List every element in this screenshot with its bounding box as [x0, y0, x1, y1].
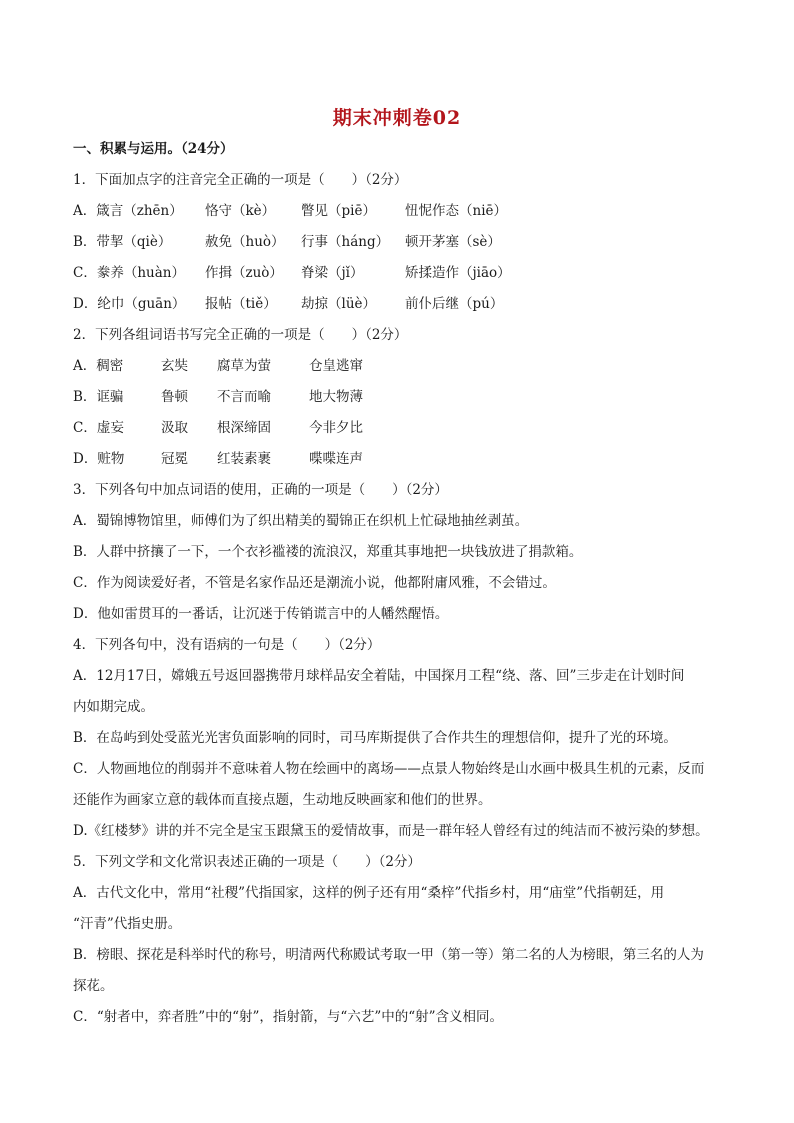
question-5-option-c: C．“射者中，弈者胜”中的“射”，指射箭，与“六艺”中的“射”含义相同。 [73, 1009, 504, 1025]
option-word: 玄奘 [161, 358, 188, 374]
option-word: 脊梁（jǐ） [301, 265, 364, 281]
option-word: C．豢养（huàn） [73, 265, 185, 281]
question-2-option-c [73, 413, 725, 444]
question-2-option-b [73, 382, 725, 413]
question-1-stem: 1．下面加点字的注音完全正确的一项是（ ）（2分） [73, 172, 408, 188]
option-word: 不言而喻 [217, 389, 271, 405]
option-word: 忸怩作态（niē） [405, 203, 508, 219]
option-word: D．赃物 [73, 451, 125, 467]
question-5-option-a-line-1: A．古代文化中，常用“社稷”代指国家，这样的例子还有用“桑梓”代指乡村，用“庙堂”代指朝廷，用 [73, 885, 665, 901]
question-5-option-a-line-2: “汗青”代指史册。 [73, 916, 182, 932]
option-word: 汲取 [161, 420, 188, 436]
exam-content [73, 134, 725, 1033]
question-2-stem: 2．下列各组词语书写完全正确的一项是（ ）（2分） [73, 327, 408, 343]
question-1-option-c [73, 258, 725, 289]
option-word: B．诓骗 [73, 389, 124, 405]
question-4-option-c-line-1: C．人物画地位的削弱并不意味着人物在绘画中的离场——点景人物始终是山水画中极具生机的元素，反而 [73, 761, 705, 777]
option-word: 地大物薄 [309, 389, 363, 405]
option-word: 赦免（huò） [205, 234, 285, 250]
option-word: 作揖（zuò） [205, 265, 283, 281]
option-word: 行事（háng） [301, 234, 390, 250]
question-2-option-d [73, 444, 725, 475]
option-word: 瞥见（piē） [301, 203, 376, 219]
option-word: 劫掠（lüè） [301, 296, 377, 312]
option-word: 腐草为萤 [217, 358, 271, 374]
page-title: 期末冲刺卷02 [332, 107, 462, 129]
option-word: 今非夕比 [309, 420, 363, 436]
question-5-stem: 5．下列文学和文化常识表述正确的一项是（ ）（2分） [73, 854, 421, 870]
option-word: 报帖（tiě） [205, 296, 277, 312]
option-word: A．稠密 [73, 358, 124, 374]
option-word: C．虚妄 [73, 420, 124, 436]
option-word: D．纶巾（guān） [73, 296, 186, 312]
question-1-option-d [73, 289, 725, 320]
option-word: 喋喋连声 [309, 451, 363, 467]
question-4-option-b: B．在岛屿到处受蓝光光害负面影响的同时，司马库斯提供了合作共生的理想信仰，提升了光的环境。 [73, 730, 677, 746]
question-3-option-a: A．蜀锦博物馆里，师傅们为了织出精美的蜀锦正在织机上忙碌地抽丝剥茧。 [73, 513, 529, 529]
option-word: 红装素裹 [217, 451, 271, 467]
question-2-option-a [73, 351, 725, 382]
question-1-option-b [73, 227, 725, 258]
section-heading: 一、积累与运用。（24分） [73, 141, 234, 157]
question-4-option-c-line-2: 还能作为画家立意的载体而直接点题，生动地反映画家和他们的世界。 [73, 792, 492, 808]
option-word: A．箴言（zhēn） [73, 203, 183, 219]
option-word: 根深缔固 [217, 420, 271, 436]
question-4-option-a-line-1: A．12月17日，嫦娥五号返回器携带月球样品安全着陆，中国探月工程“绕、落、回”三步走在计划时间 [73, 668, 685, 684]
option-word: 恪守（kè） [205, 203, 276, 219]
question-3-option-d: D．他如雷贯耳的一番话，让沉迷于传销谎言中的人幡然醒悟。 [73, 606, 449, 622]
question-5-option-b-line-1: B．榜眼、探花是科举时代的称号，明清两代称殿试考取一甲（第一等）第二名的人为榜眼，第三名的人为 [73, 947, 704, 963]
question-5-option-b-line-2: 探花。 [73, 978, 114, 994]
question-3-option-b: B．人群中挤攘了一下，一个衣衫褴褛的流浪汉，郑重其事地把一块钱放进了捐款箱。 [73, 544, 583, 560]
question-3-stem: 3．下列各句中加点词语的使用，正确的一项是（ ）（2分） [73, 482, 448, 498]
option-word: 顿开茅塞（sè） [405, 234, 501, 250]
option-word: 冠冕 [161, 451, 188, 467]
question-3-option-c: C．作为阅读爱好者，不管是名家作品还是潮流小说，他都附庸风雅，不会错过。 [73, 575, 556, 591]
question-4-option-a-line-2: 内如期完成。 [73, 699, 154, 715]
option-word: 矫揉造作（jiāo） [405, 265, 511, 281]
option-word: B．带挈（qiè） [73, 234, 172, 250]
option-word: 鲁顿 [161, 389, 188, 405]
question-1-option-a [73, 196, 725, 227]
option-word: 仓皇逃窜 [309, 358, 363, 374]
option-word: 前仆后继（pú） [405, 296, 504, 312]
question-4-option-d: D.《红楼梦》讲的并不完全是宝玉跟黛玉的爱情故事，而是一群年轻人曾经有过的纯洁而不被污染的梦想。 [73, 823, 709, 839]
question-4-stem: 4．下列各句中，没有语病的一句是（ ）（2分） [73, 637, 381, 653]
